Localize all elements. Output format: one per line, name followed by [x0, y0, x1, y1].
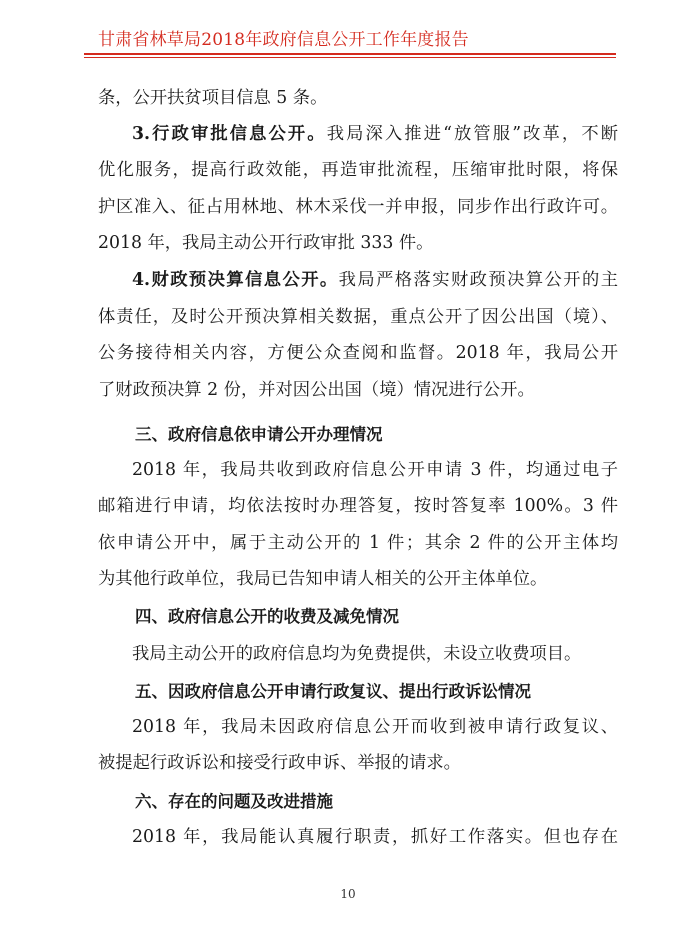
text-line: 为其他行政单位，我局已告知申请人相关的公开主体单位。 [98, 569, 548, 589]
text-line: 了财政预决算 2 份，并对因公出国（境）情况进行公开。 [98, 380, 535, 400]
text-line: 2018 年，我局共收到政府信息公开申请 3 件，均通过电子 [132, 460, 618, 480]
text-line: 护区准入、征占用林地、林木采伐一并申报，同步作出行政许可。 [98, 197, 618, 217]
section-heading: 五、因政府信息公开申请行政复议、提出行政诉讼情况 [135, 682, 531, 701]
text-line: 2018 年，我局能认真履行职责，抓好工作落实。但也存在 [132, 827, 618, 847]
text-line: 依申请公开中，属于主动公开的 1 件；其余 2 件的公开主体均 [98, 533, 618, 553]
text-line: 邮箱进行申请，均依法按时办理答复，按时答复率 100%。3 件 [98, 496, 618, 516]
text-line: 被提起行政诉讼和接受行政申诉、举报的请求。 [98, 753, 461, 773]
report-header-title: 甘肃省林草局2018年政府信息公开工作年度报告 [98, 30, 469, 50]
text-line: 2018 年，我局主动公开行政审批 333 件。 [98, 233, 434, 253]
text-line [98, 122, 618, 146]
section-heading: 四、政府信息公开的收费及减免情况 [135, 607, 399, 626]
text-line: 公务接待相关内容，方便公众查阅和监督。2018 年，我局公开 [98, 343, 618, 363]
text-line: 条，公开扶贫项目信息 5 条。 [98, 88, 328, 108]
text-run: 我局严格落实财政预决算公开的主 [338, 270, 618, 290]
header-rule-thick [84, 53, 616, 55]
paragraph-lead: 3.行政审批信息公开。 [132, 124, 327, 144]
text-line: 体责任，及时公开预决算相关数据，重点公开了因公出国（境）、 [98, 307, 618, 327]
section-heading: 六、存在的问题及改进措施 [135, 792, 333, 811]
page-number: 10 [340, 887, 356, 901]
text-line: 我局主动公开的政府信息均为免费提供，未设立收费项目。 [132, 644, 582, 664]
text-line: 2018 年，我局未因政府信息公开而收到被申请行政复议、 [132, 717, 618, 737]
text-run: 我局深入推进“放管服”改革，不断 [326, 124, 618, 144]
text-line [98, 268, 618, 292]
section-heading: 三、政府信息依申请公开办理情况 [135, 425, 383, 444]
header-rule-thin [84, 57, 616, 58]
paragraph-lead: 4.财政预决算信息公开。 [132, 270, 339, 290]
text-line: 优化服务，提高行政效能，再造审批流程，压缩审批时限，将保 [98, 160, 618, 180]
